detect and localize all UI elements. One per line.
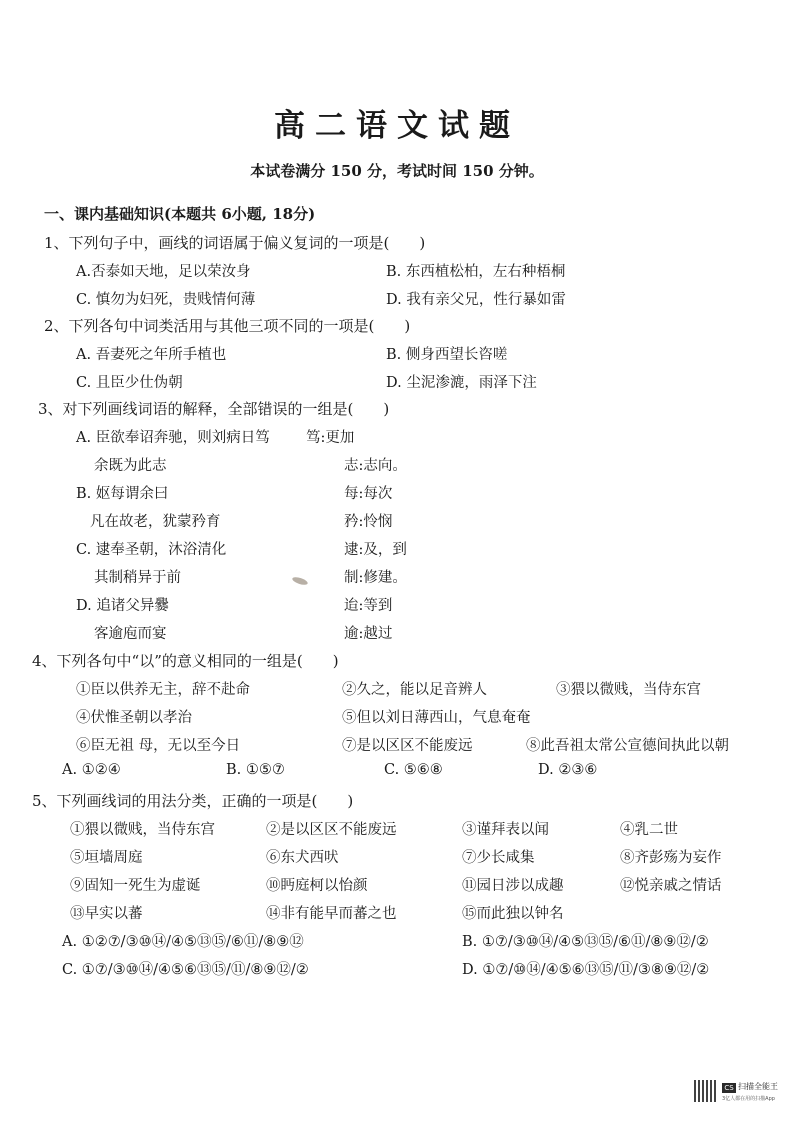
question-2-option-d: D. 尘泥渗漉，雨泽下注	[386, 375, 537, 391]
question-4-sentence-6: ⑥臣无祖 母，无以至今日	[76, 738, 241, 754]
question-4-option-b: B. ①⑤⑦	[226, 762, 285, 778]
question-4-sentence-7: ⑦是以区区不能废远	[342, 738, 473, 754]
question-5-item-14: ⑭非有能早而蕃之也	[266, 906, 397, 922]
question-2-option-b: B. 侧身西望长咨嗟	[386, 347, 508, 363]
question-4-sentence-3: ③猥以微贱，当侍东宫	[556, 682, 701, 698]
scanner-badge: CS	[722, 1083, 736, 1093]
question-2-option-a: A. 吾妻死之年所手植也	[76, 347, 227, 363]
question-3-a1-explanation: 笃:更加	[306, 430, 355, 446]
question-5-item-6: ⑥东犬西吠	[266, 850, 339, 866]
question-3-b1-explanation: 每:每次	[344, 486, 393, 502]
question-3-b2-explanation: 矜:怜悯	[344, 514, 393, 530]
question-5-item-4: ④乳二世	[620, 822, 678, 838]
question-4-sentence-1: ①臣以供养无主，辞不赴命	[76, 682, 250, 698]
section-heading: 一、课内基础知识(本题共 6小题, 18分)	[44, 205, 316, 223]
exam-info: 本试卷满分 150 分，考试时间 150 分钟。	[250, 162, 544, 180]
question-5-item-5: ⑤垣墙周庭	[70, 850, 143, 866]
question-2-stem: 2、下列各句中词类活用与其他三项不同的一项是( )	[44, 317, 411, 335]
scanner-name: 扫描全能王	[738, 1082, 778, 1091]
question-3-b2: 凡在故老，犹蒙矜育	[90, 514, 221, 530]
question-5-option-a: A. ①②⑦/③⑩⑭/④⑤⑬⑮/⑥⑪/⑧⑨⑫	[62, 934, 304, 950]
question-5-option-c: C. ①⑦/③⑩⑭/④⑤⑥⑬⑮/⑪/⑧⑨⑫/②	[62, 962, 309, 978]
question-3-stem: 3、对下列画线词语的解释，全部错误的一组是( )	[38, 400, 390, 418]
question-3-d1: D. 追诸父异爨	[76, 598, 169, 614]
question-5-item-13: ⑬早实以蕃	[70, 906, 143, 922]
question-5-item-11: ⑪园日涉以成趣	[462, 878, 564, 894]
question-5-item-15: ⑮而此独以钟名	[462, 906, 564, 922]
question-3-c2: 其制稍异于前	[94, 570, 181, 586]
question-3-d1-explanation: 迨:等到	[344, 598, 393, 614]
question-3-a2-explanation: 志:志向。	[344, 458, 407, 474]
scanner-watermark	[694, 1080, 780, 1106]
question-1-option-d: D. 我有亲父兄，性行暴如雷	[386, 292, 566, 308]
question-1-option-a: A.否泰如天地，足以荣汝身	[76, 264, 251, 280]
question-3-c2-explanation: 制:修建。	[344, 570, 407, 586]
question-4-sentence-8: ⑧此吾祖太常公宣德间执此以朝	[526, 738, 729, 754]
question-4-option-c: C. ⑤⑥⑧	[384, 762, 443, 778]
scanner-tagline: 3亿人都在用的扫描App	[722, 1096, 775, 1102]
question-5-item-9: ⑨固知一死生为虚诞	[70, 878, 201, 894]
qr-code-icon	[694, 1080, 716, 1102]
page-title: 高二语文试题	[274, 108, 520, 144]
question-4-option-a: A. ①②④	[62, 762, 121, 778]
question-5-option-b: B. ①⑦/③⑩⑭/④⑤⑬⑮/⑥⑪/⑧⑨⑫/②	[462, 934, 709, 950]
question-5-item-7: ⑦少长咸集	[462, 850, 535, 866]
question-3-c1: C. 逮奉圣朝，沐浴清化	[76, 542, 227, 558]
question-5-item-12: ⑫悦亲戚之情话	[620, 878, 722, 894]
question-1-option-b: B. 东西植松柏，左右种梧桐	[386, 264, 566, 280]
question-3-d2-explanation: 逾:越过	[344, 626, 393, 642]
question-5-stem: 5、下列画线词的用法分类，正确的一项是( )	[32, 792, 354, 810]
question-3-c1-explanation: 逮:及，到	[344, 542, 407, 558]
question-4-sentence-2: ②久之，能以足音辨人	[342, 682, 487, 698]
question-1-stem: 1、下列句子中，画线的词语属于偏义复词的一项是( )	[44, 234, 426, 252]
question-5-item-2: ②是以区区不能废远	[266, 822, 397, 838]
question-3-a1: A. 臣欲奉诏奔驰，则刘病日笃	[76, 430, 270, 446]
question-5-item-3: ③谨拜表以闻	[462, 822, 549, 838]
question-5-item-8: ⑧齐彭殇为妄作	[620, 850, 722, 866]
question-5-item-1: ①猥以微贱，当侍东宫	[70, 822, 215, 838]
question-4-option-d: D. ②③⑥	[538, 762, 598, 778]
question-4-sentence-5: ⑤但以刘日薄西山，气息奄奄	[342, 710, 531, 726]
question-3-d2: 客逾庖而宴	[94, 626, 167, 642]
question-1-option-c: C. 慎勿为妇死，贵贱情何薄	[76, 292, 256, 308]
question-4-sentence-4: ④伏惟圣朝以孝治	[76, 710, 192, 726]
scan-smudge	[291, 576, 308, 587]
question-4-stem: 4、下列各句中“以”的意义相同的一组是( )	[32, 652, 339, 670]
question-5-option-d: D. ①⑦/⑩⑭/④⑤⑥⑬⑮/⑪/③⑧⑨⑫/②	[462, 962, 710, 978]
question-3-b1: B. 妪每谓余曰	[76, 486, 169, 502]
question-5-item-10: ⑩眄庭柯以怡颜	[266, 878, 368, 894]
question-2-option-c: C. 且臣少仕伪朝	[76, 375, 183, 391]
question-3-a2: 余既为此志	[94, 458, 167, 474]
